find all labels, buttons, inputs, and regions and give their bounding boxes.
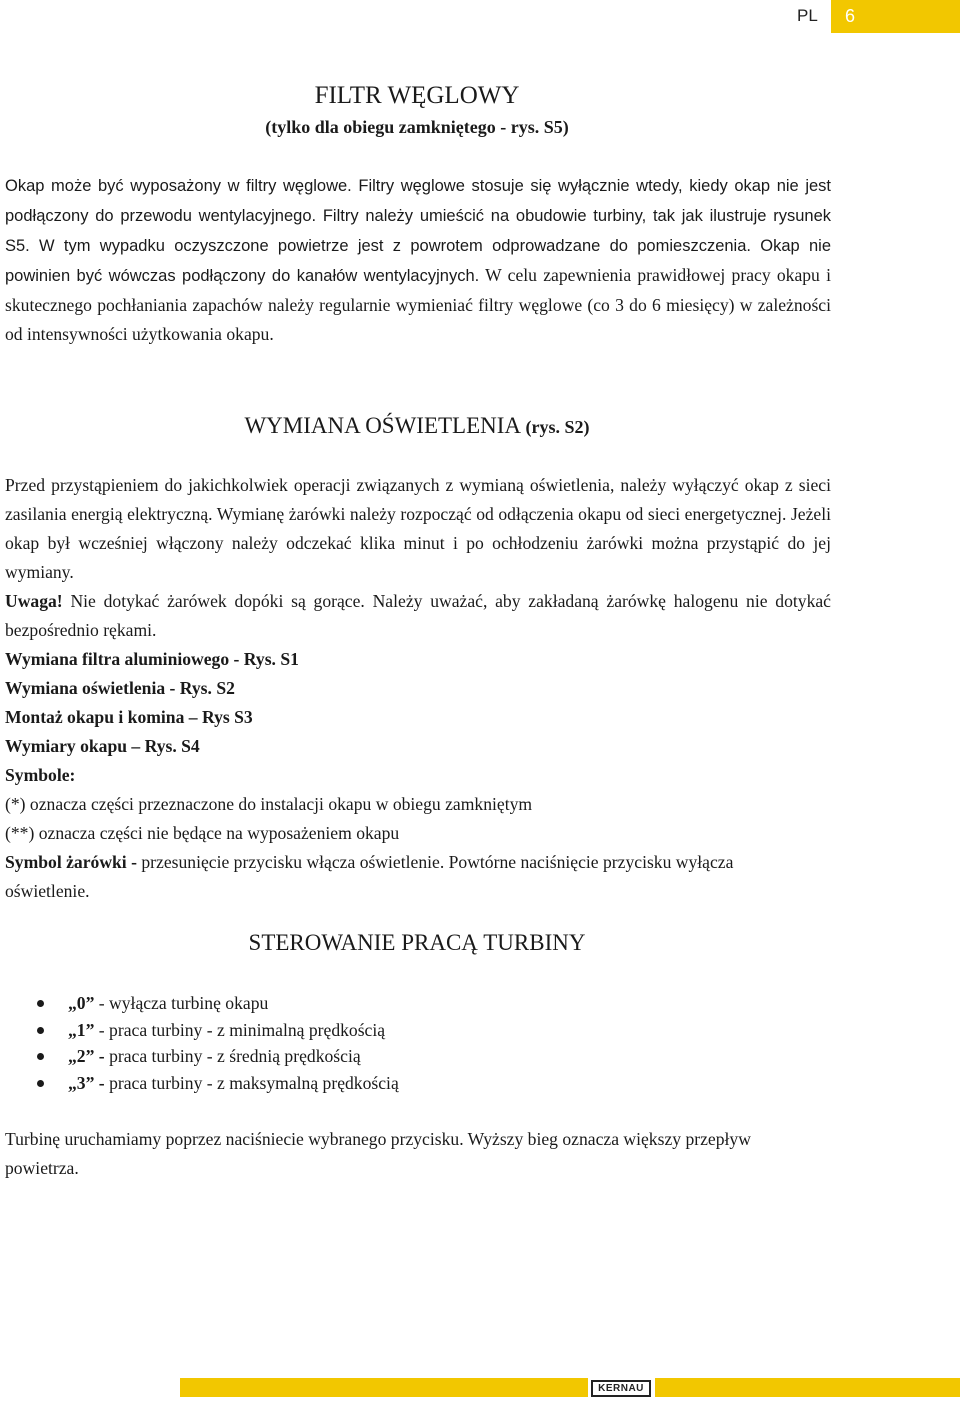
carbon-filter-paragraph (5, 171, 831, 349)
section-title-lighting (0, 412, 834, 441)
brand-logo: KERNAU (591, 1380, 651, 1397)
carbon-filter-text-sans: Okap może być wyposażony w filtry węglowe. Filtry węglowe stosuje się wyłącznie wtedy, kiedy okap nie jest podłączony do przewodu wentylacyjnego. Filtry należy umieścić na obudowie turbiny, tak jak ilustruje rysunek S5. W tym wypadku oczyszczone powietrze jest z powrotem odprowadzane do pomieszczenia. Okap nie powinien być wówczas podłączony do kanałów wentylacyjnych. (5, 177, 831, 285)
figure-ref: Montaż okapu i komina – Rys S3 (5, 707, 253, 727)
symbol-line: (**) oznacza części nie będące na wyposażeniem okapu (5, 823, 400, 843)
speed-description: wyłącza turbinę okapu (109, 993, 269, 1013)
lighting-paragraph: Przed przystąpieniem do jakichkolwiek operacji związanych z wymianą oświetlenia, należy wyłączyć okap z sieci zasilania energią elektryczną. Wymianę żarówki należy rozpocząć od odłączenia okapu od sieci energetycznej. Jeżeli okap był wcześniej włączony należy odczekać klika minut i po ochłodzeniu żarówki można przystąpić do jej wymiany. (5, 475, 831, 582)
speed-description: praca turbiny - z średnią prędkością (109, 1046, 361, 1066)
section-title-turbine-control: STEROWANIE PRACĄ TURBINY (248, 930, 586, 955)
figure-ref: Wymiana oświetlenia - Rys. S2 (5, 678, 235, 698)
symbol-line: (*) oznacza części przeznaczone do instalacji okapu w obiegu zamkniętym (5, 794, 533, 814)
bullet-icon (37, 1027, 44, 1034)
lighting-title-text: WYMIANA OŚWIETLENIA (244, 413, 520, 438)
footer-accent-bar (655, 1378, 960, 1397)
lighting-title-ref: (rys. S2) (525, 417, 590, 437)
speed-key: „2” - (68, 1046, 105, 1066)
speed-key: „0” (68, 993, 95, 1013)
footer-accent-bar (180, 1378, 588, 1397)
symbols-label: Symbole: (5, 765, 76, 785)
language-label: PL (797, 6, 818, 25)
bullet-icon (37, 1053, 44, 1060)
section-subtitle-carbon-filter: (tylko dla obiegu zamkniętego - rys. S5) (265, 117, 569, 137)
section-title-carbon-filter: FILTR WĘGLOWY (314, 82, 520, 109)
figure-ref: Wymiary okapu – Rys. S4 (5, 736, 200, 756)
turbine-closing-paragraph: Turbinę uruchamiamy poprzez naciśniecie wybranego przycisku. Wyższy bieg oznacza większy przepływ powietrza. (5, 1129, 751, 1178)
bullet-icon (37, 1000, 44, 1007)
figure-ref: Wymiana filtra aluminiowego - Rys. S1 (5, 649, 299, 669)
speed-key: „3” - (68, 1072, 105, 1093)
warning-text: Nie dotykać żarówek dopóki są gorące. Należy uważać, aby zakładaną żarówkę halogenu nie dotykać bezpośrednio rękami. (5, 591, 831, 640)
bullet-icon (37, 1080, 44, 1087)
speed-description: praca turbiny - z minimalną prędkością (109, 1019, 386, 1040)
warning-label: Uwaga! (5, 591, 63, 611)
bulb-symbol-text: przesunięcie przycisku włącza oświetlenie. Powtórne naciśnięcie przycisku wyłącza oświetlenie. (5, 852, 734, 901)
bulb-symbol-label: Symbol żarówki - (5, 852, 137, 872)
speed-key: „1” (68, 1019, 95, 1040)
carbon-filter-text-serif: W celu zapewnienia prawidłowej pracy okapu i skutecznego pochłaniania zapachów należy regularnie wymieniać filtry węglowe (co 3 do 6 miesięcy) w zależności od intensywności użytkowania okapu. (5, 265, 831, 344)
page-number-badge: 6 (831, 0, 960, 33)
bulb-symbol-paragraph (5, 848, 765, 906)
speed-description: praca turbiny - z maksymalną prędkością (109, 1072, 399, 1093)
warning-paragraph (5, 587, 831, 645)
